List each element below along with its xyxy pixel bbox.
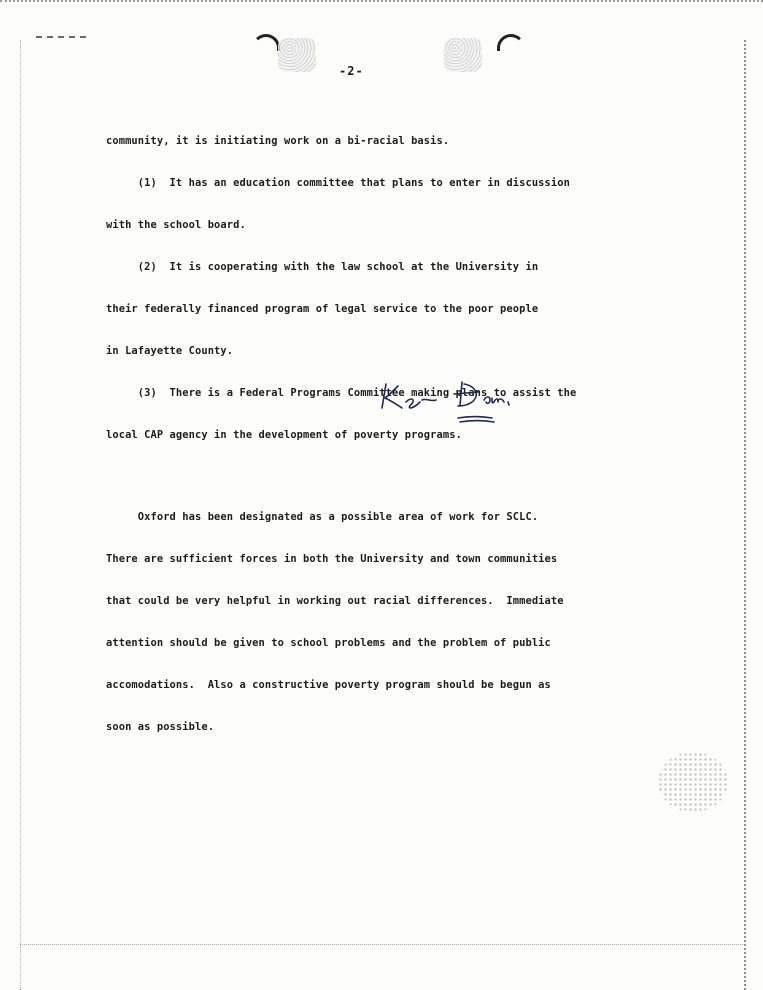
text-line: (2) It is cooperating with the law school at the University in	[106, 261, 539, 273]
scan-border-left	[20, 40, 21, 990]
text-line: There are sufficient forces in both the University and town communities	[106, 553, 558, 565]
scan-border-right	[744, 40, 746, 990]
text-line: their federally financed program of legal service to the poor people	[106, 303, 539, 315]
text-line: accomodations. Also a constructive poverty program should be begun as	[106, 679, 551, 691]
scan-border-top	[0, 0, 763, 8]
handwritten-signature	[380, 372, 550, 432]
page-number: -2-	[339, 64, 364, 78]
scan-mark	[36, 36, 86, 38]
staple-arc-right	[497, 34, 525, 51]
body-text	[106, 106, 646, 762]
text-line: (1) It has an education committee that plans to enter in discussion	[106, 177, 570, 189]
punch-hole-left	[278, 38, 316, 72]
scan-border-bottom	[20, 944, 745, 945]
punch-hole-right	[444, 38, 482, 72]
text-line: Oxford has been designated as a possible area of work for SCLC.	[106, 511, 539, 523]
text-line: soon as possible.	[106, 721, 215, 733]
text-line: local CAP agency in the development of poverty programs.	[106, 429, 462, 441]
text-line: that could be very helpful in working out racial differences. Immediate	[106, 595, 564, 607]
text-line: attention should be given to school problems and the problem of public	[106, 637, 551, 649]
scan-smudge	[658, 752, 728, 812]
text-line: in Lafayette County.	[106, 345, 234, 357]
text-line: community, it is initiating work on a bi-racial basis.	[106, 135, 450, 147]
text-line: with the school board.	[106, 219, 246, 231]
blank-line	[106, 470, 646, 482]
staple-arc-left	[252, 34, 280, 51]
text-line: (3) There is a Federal Programs Committee making plans to assist the	[106, 387, 577, 399]
